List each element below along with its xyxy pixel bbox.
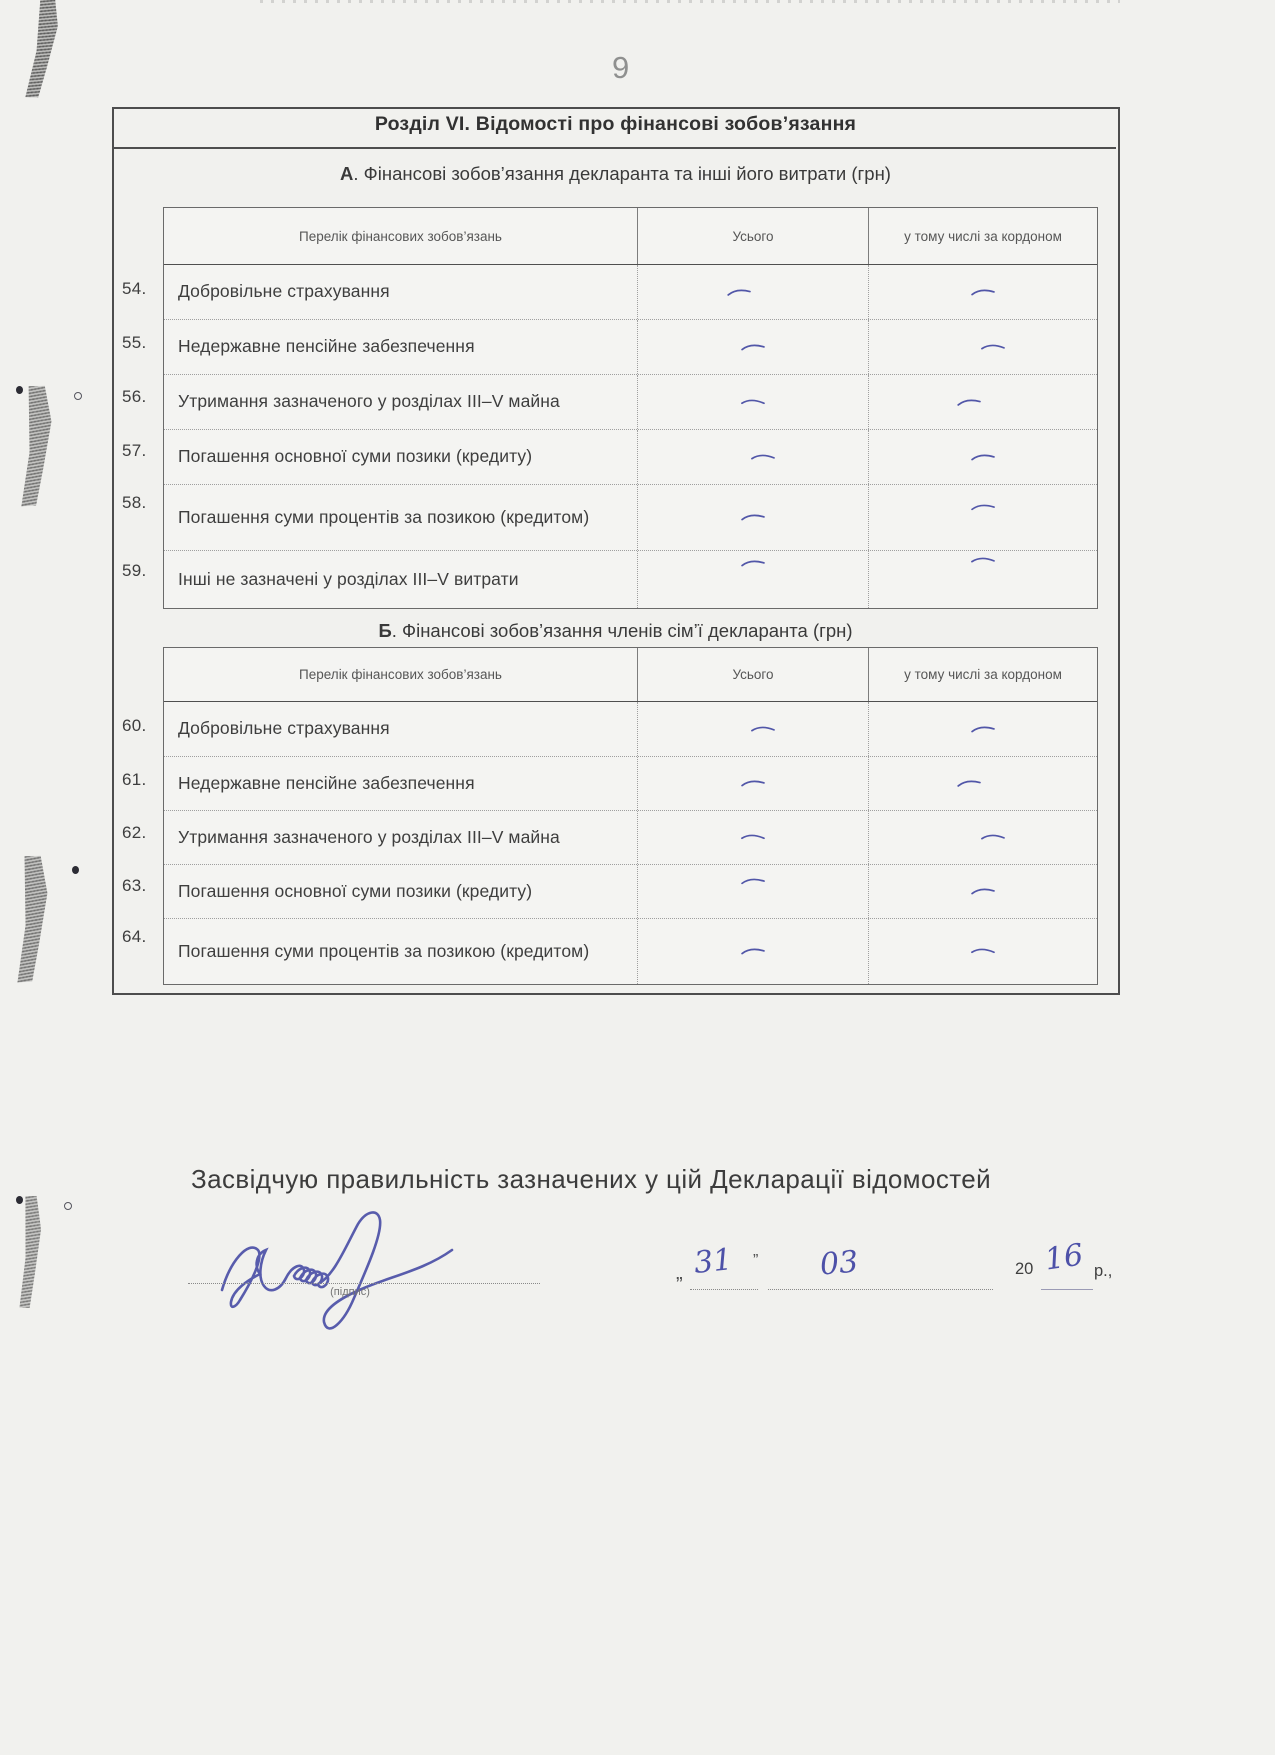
header-cell-abroad: у тому числі за кордоном [904,667,1062,682]
scan-smudge [11,1196,45,1309]
row-label: Утримання зазначеного у розділах III–V майна [178,826,560,847]
handwritten-signature [200,1206,480,1346]
handwritten-dash-icon [740,877,766,887]
certification-statement: Засвідчую правильність зазначених у цій Декларації відомостей [191,1164,992,1194]
table-row [164,702,1097,756]
row-label: Недержавне пенсійне забезпечення [178,772,475,793]
handwritten-dash-icon [956,396,983,407]
row-label: Інші не зазначені у розділах III–V витрати [178,568,519,589]
handwritten-dash-icon [980,342,1006,352]
table-a [163,207,1098,609]
date-year-line [1041,1289,1093,1290]
date-day-line [690,1289,758,1290]
scan-smudge [8,385,58,507]
row-number: 62. [122,823,147,842]
row-number: 57. [122,441,147,460]
table-row [164,810,1097,864]
table-row [164,918,1097,984]
handwritten-dash-icon [970,503,996,513]
handwritten-dash-icon [956,778,983,789]
handwritten-dash-icon [970,556,996,566]
handwritten-dash-icon [740,512,766,522]
header-cell-abroad: у тому числі за кордоном [904,228,1062,244]
handwritten-dash-icon [740,832,767,843]
date-open-quote: „ [676,1262,683,1284]
row-number: 55. [122,333,147,352]
table-row [164,756,1097,810]
subsection-b-letter: Б [378,620,392,641]
table-b [163,647,1098,985]
table-row [164,864,1097,918]
table-row [164,550,1097,608]
handwritten-dash-icon [726,286,753,297]
table-row [164,484,1097,550]
row-number: 64. [122,927,147,946]
handwritten-dash-icon [740,342,766,352]
row-label: Добровільне страхування [178,281,390,302]
row-number: 61. [122,770,147,789]
row-label: Недержавне пенсійне забезпечення [178,336,475,357]
header-cell-total: Усього [638,208,869,264]
table-b-header-row [164,648,1097,702]
handwritten-dash-icon [970,886,996,896]
handwritten-dash-icon [970,287,996,297]
date-month-line [768,1289,993,1290]
page-number: 9 [612,50,630,85]
scan-smudge [17,0,62,99]
row-label: Погашення основної суми позики (кредиту) [178,880,533,901]
date-close-quote: ” [753,1252,759,1269]
handwritten-dash-icon [970,724,996,734]
handwritten-dash-icon [970,946,997,957]
handwritten-dash-icon [980,833,1006,843]
row-number: 60. [122,716,147,735]
row-label: Погашення основної суми позики (кредиту) [178,446,533,467]
subsection-b-text: . Фінансові зобов’язання членів сім’ї декларанта (грн) [391,620,853,641]
scan-speck [16,386,23,394]
row-number: 56. [122,387,147,406]
header-cell-list: Перелік фінансових зобов’язань [164,208,638,264]
subsection-a-letter: А [340,163,354,184]
table-row [164,265,1097,319]
section-title: Розділ VI. Відомості про фінансові зобов’язання [374,113,857,135]
scan-speck [72,866,79,874]
handwritten-month: 03 [818,1244,860,1283]
signature-line [188,1283,540,1284]
row-label: Утримання зазначеного у розділах III–V майна [178,391,560,412]
scan-speck [74,392,82,400]
handwritten-dash-icon [970,452,996,462]
table-row [164,429,1097,484]
handwritten-year: 16 [1042,1237,1086,1278]
subsection-b-heading [113,620,1118,642]
scan-smudge [4,855,54,983]
row-label: Добровільне страхування [178,718,390,739]
subsection-a-heading [113,163,1118,185]
year-prefix: 20 [1015,1260,1034,1278]
table-a-header-row [164,208,1097,265]
handwritten-dash-icon [750,452,776,462]
row-label: Погашення суми процентів за позикою (кредитом) [178,506,590,527]
row-number: 58. [122,493,147,512]
row-label: Погашення суми процентів за позикою (кредитом) [178,940,590,961]
handwritten-dash-icon [740,778,766,788]
scan-speck [64,1202,72,1210]
row-number: 63. [122,876,147,895]
handwritten-dash-icon [740,397,767,408]
handwritten-dash-icon [740,946,766,956]
title-divider [114,147,1116,149]
table-row [164,374,1097,429]
subsection-a-text: . Фінансові зобов’язання декларанта та інші його витрати (грн) [353,163,891,184]
header-cell-total: Усього [638,648,869,701]
row-number: 54. [122,279,147,298]
handwritten-dash-icon [740,558,766,568]
year-suffix: р., [1094,1262,1113,1280]
header-cell-list: Перелік фінансових зобов’язань [164,648,638,701]
signature-caption: (підпис) [330,1286,370,1298]
scan-speck [16,1196,23,1204]
handwritten-dash-icon [750,724,776,734]
handwritten-day: 31 [692,1242,734,1281]
row-number: 59. [122,561,147,580]
table-row [164,319,1097,374]
scan-noise [260,0,1120,3]
